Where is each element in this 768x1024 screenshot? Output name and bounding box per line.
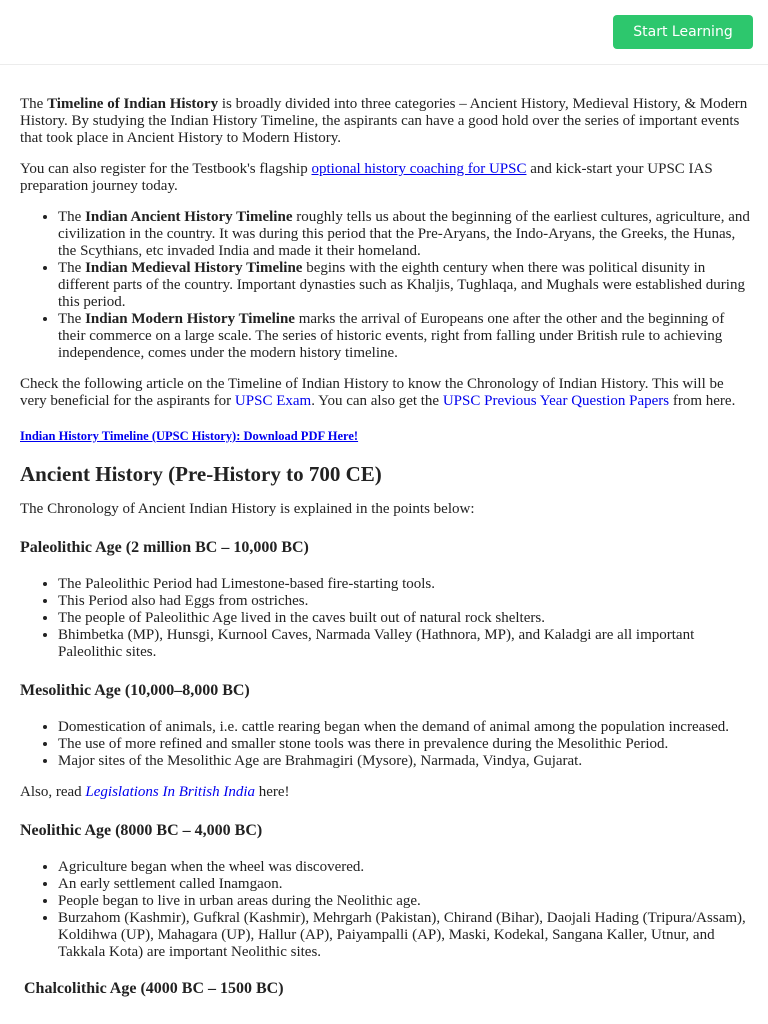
- list-item: • An early settlement called Inamgaon.: [58, 876, 750, 893]
- paleolithic-list: [20, 576, 750, 661]
- register-paragraph: [20, 161, 750, 195]
- item-bold: Indian Medieval History Timeline: [85, 260, 303, 276]
- item-bold: Indian Ancient History Timeline: [85, 209, 293, 225]
- ancient-heading: Ancient History (Pre-History to 700 CE): [20, 462, 382, 486]
- item-prefix: The: [58, 209, 86, 225]
- neolithic-heading: Neolithic Age (8000 BC – 4,000 BC): [20, 822, 263, 839]
- upsc-exam-link[interactable]: UPSC Exam: [234, 393, 312, 409]
- history-coaching-link[interactable]: optional history coaching for UPSC: [311, 161, 527, 177]
- check-text-end: from here.: [669, 393, 736, 409]
- article-content: [20, 96, 750, 1017]
- mesolithic-heading: Mesolithic Age (10,000–8,000 BC): [20, 682, 250, 699]
- start-learning-button[interactable]: Start Learning: [613, 15, 753, 49]
- mesolithic-list: [20, 719, 750, 770]
- list-item: [58, 260, 750, 311]
- item-prefix: The: [58, 311, 86, 327]
- previous-papers-link[interactable]: UPSC Previous Year Question Papers: [442, 393, 670, 409]
- item-text: roughly tells us about the beginning of the earliest cultures, agriculture, and civilization in the country. It was during this period that the Pre-Aryans, the Indo-Aryans, the Greeks, the Hunas, the Scythians, etc invaded India and made it their homeland.: [58, 209, 750, 259]
- check-text: Check the following article on the Timeline of Indian History to know the Chronology of Indian History. This will be very beneficial for the aspirants for: [20, 376, 724, 409]
- list-item: [58, 209, 750, 260]
- list-item: • Burzahom (Kashmir), Gufkral (Kashmir), Mehrgarh (Pakistan), Chirand (Bihar), Daojali Hading (Tripura/Assam), Koldihwa (UP), Mahagara (UP), Hallur (AP), Paiyampalli (AP), Maski, Kodekal, Sangana Kaller, Utnur, and Takkala Kota) are important Neolithic sites.: [58, 910, 750, 961]
- list-item: • The people of Paleolithic Age lived in the caves built out of natural rock shelters.: [58, 610, 750, 627]
- item-text: marks the arrival of Europeans one after the other and the beginning of their commerce on a large scale. The series of historic events, right from falling under British rule to achieving independence, comes under the modern history timeline.: [58, 311, 725, 361]
- intro-text: The: [20, 96, 48, 112]
- legislations-link[interactable]: Legislations In British India: [85, 784, 255, 800]
- register-text-rest: and kick-start your UPSC IAS preparation journey today.: [20, 161, 713, 194]
- list-item: • The Paleolithic Period had Limestone-based fire-starting tools.: [58, 576, 750, 593]
- item-bold: Indian Modern History Timeline: [85, 311, 295, 327]
- also-read-paragraph: [20, 784, 750, 801]
- also-read-text-end: here!: [255, 784, 290, 800]
- top-bar: [0, 0, 768, 65]
- check-text-mid: . You can also get the: [311, 393, 443, 409]
- neolithic-list: [20, 859, 750, 961]
- list-item: • People began to live in urban areas during the Neolithic age.: [58, 893, 750, 910]
- intro-text-rest: is broadly divided into three categories – Ancient History, Medieval History, & Modern History. By studying the Indian History Timeline, the aspirants can have a good hold over the series of important events that took place in Ancient History to Modern History.: [20, 96, 748, 146]
- item-prefix: The: [58, 260, 86, 276]
- category-list: [20, 209, 750, 362]
- intro-bold: Timeline of Indian History: [47, 96, 219, 112]
- list-item: [58, 311, 750, 362]
- paleolithic-heading: Paleolithic Age (2 million BC – 10,000 BC): [20, 539, 309, 556]
- item-text: begins with the eighth century when there was political disunity in different parts of the country. Important dynasties such as Khaljis, Tughlaqa, and Mughals were established during this period.: [58, 260, 745, 310]
- check-paragraph: [20, 376, 750, 410]
- intro-paragraph: [20, 96, 750, 147]
- list-item: • Domestication of animals, i.e. cattle rearing began when the demand of animal among the population increased.: [58, 719, 750, 736]
- also-read-text: Also, read: [20, 784, 86, 800]
- list-item: • The use of more refined and smaller stone tools was there in prevalence during the Mesolithic Period.: [58, 736, 750, 753]
- list-item: • This Period also had Eggs from ostriches.: [58, 593, 750, 610]
- register-text: You can also register for the Testbook's flagship: [20, 161, 312, 177]
- list-item: • Major sites of the Mesolithic Age are Brahmagiri (Mysore), Narmada, Vindya, Gujarat.: [58, 753, 750, 770]
- list-item: • Agriculture began when the wheel was discovered.: [58, 859, 750, 876]
- chalcolithic-heading: Chalcolithic Age (4000 BC – 1500 BC): [24, 980, 284, 997]
- pdf-paragraph: [20, 428, 750, 445]
- ancient-intro: The Chronology of Ancient Indian History is explained in the points below:: [20, 501, 475, 517]
- list-item: • Bhimbetka (MP), Hunsgi, Kurnool Caves, Narmada Valley (Hathnora, MP), and Kaladgi are all important Paleolithic sites.: [58, 627, 750, 661]
- download-pdf-link[interactable]: Indian History Timeline (UPSC History): Download PDF Here!: [20, 429, 359, 443]
